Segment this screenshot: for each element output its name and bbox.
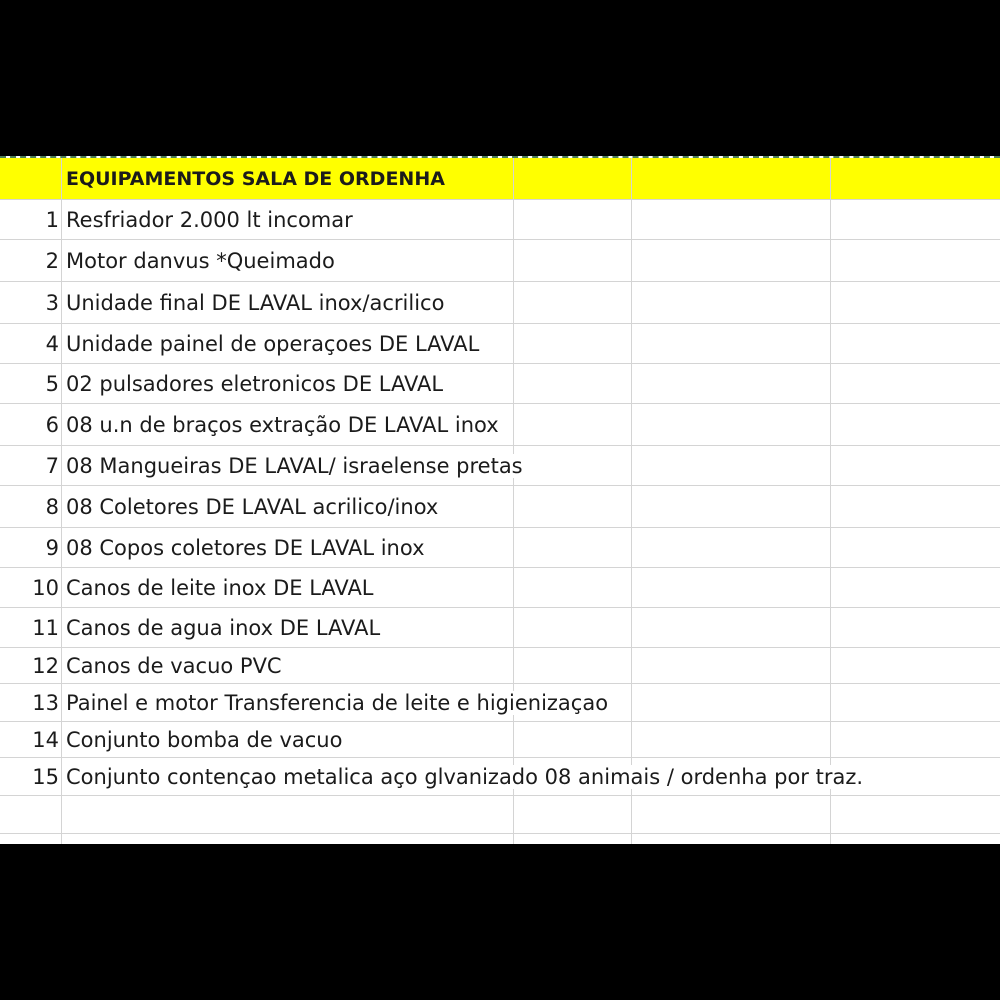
table-row[interactable] xyxy=(0,722,1000,758)
table-row[interactable] xyxy=(0,684,1000,722)
item-text: Painel e motor Transferencia de leite e higienizaçao xyxy=(66,690,609,715)
row-number: 11 xyxy=(32,615,59,640)
table-row[interactable] xyxy=(0,486,1000,528)
item-cell[interactable] xyxy=(66,528,427,567)
item-cell[interactable] xyxy=(66,648,284,683)
row-number: 2 xyxy=(45,248,59,273)
row-number: 9 xyxy=(45,535,59,560)
item-cell[interactable] xyxy=(66,722,344,757)
copy-selection-border xyxy=(0,156,1000,158)
item-cell[interactable] xyxy=(66,608,382,647)
table-row[interactable] xyxy=(0,446,1000,486)
table-row[interactable] xyxy=(0,758,1000,796)
item-text: Unidade painel de operaçoes DE LAVAL xyxy=(66,331,480,356)
item-text: Canos de agua inox DE LAVAL xyxy=(66,615,381,640)
row-number: 7 xyxy=(45,453,59,478)
header-title: EQUIPAMENTOS SALA DE ORDENHA xyxy=(66,167,445,190)
row-number: 15 xyxy=(32,764,59,789)
column-divider xyxy=(830,158,831,844)
table-row[interactable] xyxy=(0,364,1000,404)
item-text: 08 Coletores DE LAVAL acrilico/inox xyxy=(66,494,439,519)
item-text: 08 u.n de braços extração DE LAVAL inox xyxy=(66,412,499,437)
item-text: 02 pulsadores eletronicos DE LAVAL xyxy=(66,371,444,396)
item-text: Motor danvus *Queimado xyxy=(66,248,335,273)
table-row[interactable] xyxy=(0,240,1000,282)
item-cell[interactable] xyxy=(66,324,481,363)
item-text: Unidade final DE LAVAL inox/acrilico xyxy=(66,290,445,315)
item-text: Conjunto contençao metalica aço glvanizado 08 animais / ordenha por traz. xyxy=(66,764,864,789)
table-row[interactable] xyxy=(0,568,1000,608)
table-row[interactable] xyxy=(0,528,1000,568)
item-cell[interactable] xyxy=(66,568,376,607)
row-number: 6 xyxy=(45,412,59,437)
row-number: 1 xyxy=(45,207,59,232)
row-number: 4 xyxy=(45,331,59,356)
table-row[interactable] xyxy=(0,282,1000,324)
item-text: Resfriador 2.000 lt incomar xyxy=(66,207,353,232)
row-number: 5 xyxy=(45,371,59,396)
spreadsheet xyxy=(0,156,1000,844)
item-text: 08 Copos coletores DE LAVAL inox xyxy=(66,535,425,560)
item-cell[interactable] xyxy=(66,684,610,721)
row-number: 10 xyxy=(32,575,59,600)
item-cell[interactable] xyxy=(66,364,445,403)
item-text: Conjunto bomba de vacuo xyxy=(66,727,343,752)
row-number: 12 xyxy=(32,653,59,678)
column-divider xyxy=(513,158,514,844)
column-divider xyxy=(631,158,632,844)
cell-grid xyxy=(0,158,1000,844)
header-title-cell[interactable] xyxy=(66,158,447,199)
table-row[interactable] xyxy=(0,608,1000,648)
column-divider xyxy=(61,158,62,844)
item-text: Canos de vacuo PVC xyxy=(66,653,282,678)
item-cell[interactable] xyxy=(66,404,501,445)
item-text: Canos de leite inox DE LAVAL xyxy=(66,575,374,600)
table-row[interactable] xyxy=(0,648,1000,684)
header-row[interactable] xyxy=(0,158,1000,200)
item-cell[interactable] xyxy=(66,240,337,281)
table-row[interactable] xyxy=(0,200,1000,240)
item-cell[interactable] xyxy=(66,200,355,239)
table-row[interactable] xyxy=(0,404,1000,446)
row-number: 3 xyxy=(45,290,59,315)
item-cell[interactable] xyxy=(66,486,440,527)
item-cell[interactable] xyxy=(66,446,525,485)
row-number: 8 xyxy=(45,494,59,519)
empty-row[interactable] xyxy=(0,796,1000,834)
item-cell[interactable] xyxy=(66,282,446,323)
item-text: 08 Mangueiras DE LAVAL/ israelense pretas xyxy=(66,453,523,478)
item-cell[interactable] xyxy=(66,758,865,795)
row-number: 14 xyxy=(32,727,59,752)
table-row[interactable] xyxy=(0,324,1000,364)
row-number: 13 xyxy=(32,690,59,715)
